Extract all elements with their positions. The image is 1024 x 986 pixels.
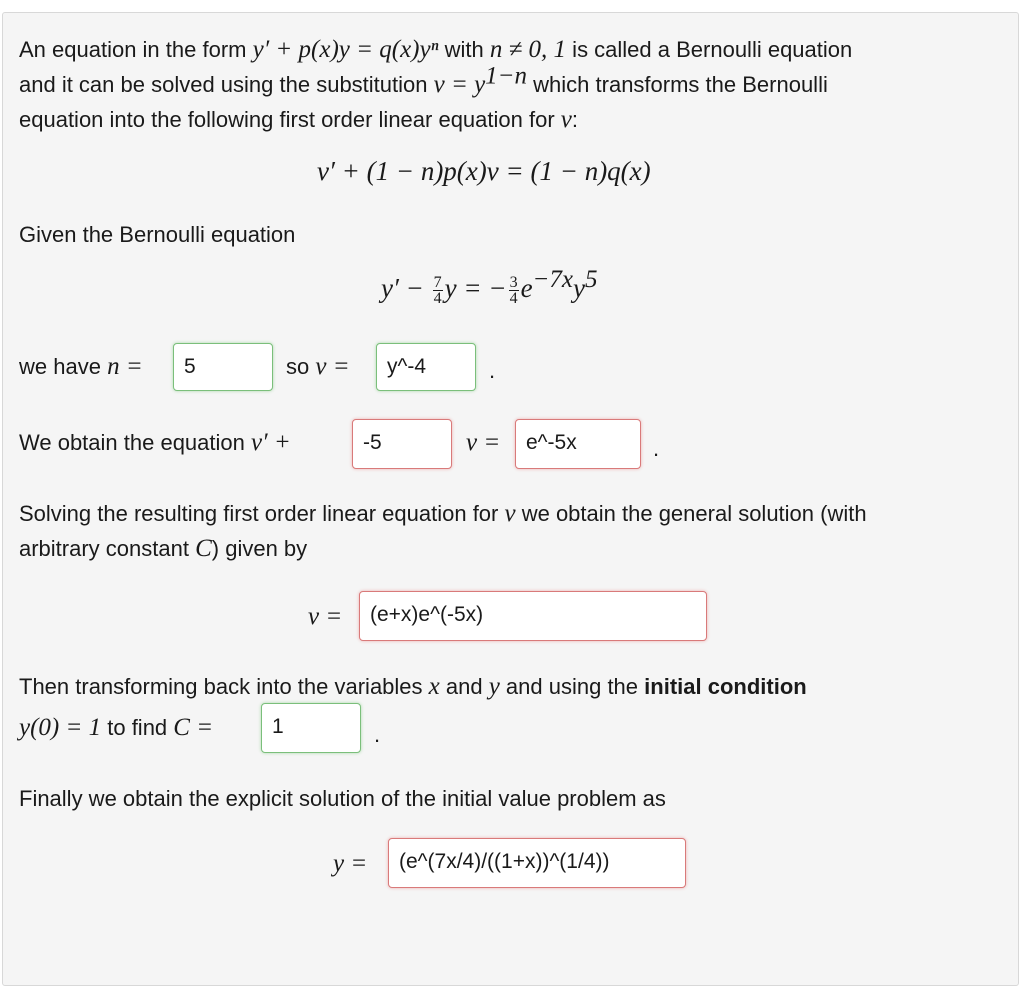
intro-line-3 xyxy=(19,102,578,137)
c-var: C = xyxy=(173,714,214,741)
final-text: Finally we obtain the explicit solution of the initial value problem as xyxy=(19,786,666,811)
solve-text: arbitrary constant xyxy=(19,536,196,561)
initial-condition-math: y(0) = 1 xyxy=(19,714,102,741)
period: . xyxy=(489,358,496,383)
fraction-7-4 xyxy=(433,275,443,306)
v-substitution-label xyxy=(286,349,350,384)
period: . xyxy=(374,722,381,747)
transform-line-1 xyxy=(19,669,807,704)
intro-text: which transforms the Bernoulli xyxy=(527,72,828,97)
given-bernoulli-equation xyxy=(381,266,598,308)
y-variable: y xyxy=(573,273,585,303)
v-equals-label xyxy=(466,425,500,460)
general-linear-equation xyxy=(317,156,651,187)
n-label xyxy=(19,349,143,384)
exp-base: e xyxy=(520,273,533,303)
initial-condition-bold: initial condition xyxy=(644,674,807,699)
solve-line-2 xyxy=(19,531,307,566)
solve-text: Solving the resulting first order linear equation for xyxy=(19,501,505,526)
general-linear-equation-text: v′ + (1 − n)p(x)v = (1 − n)q(x) xyxy=(317,156,651,186)
y-exponent: 5 xyxy=(585,266,598,293)
transform-text: and using the xyxy=(499,674,645,699)
y-var: y xyxy=(488,673,500,700)
intro-text: with xyxy=(438,37,490,62)
fraction-denominator: 4 xyxy=(433,290,442,308)
v-var: v = xyxy=(308,603,343,630)
y-solution-label xyxy=(333,846,367,881)
intro-text: equation into the following first order linear equation for xyxy=(19,107,561,132)
transform-text: and xyxy=(439,674,489,699)
substitution-exponent: 1−n xyxy=(485,62,528,90)
solve-text: we obtain the general solution (with xyxy=(515,501,867,526)
n-var: n = xyxy=(107,353,143,380)
intro-text: : xyxy=(571,107,579,132)
n-label-text: we have xyxy=(19,354,108,379)
bernoulli-form-math: y′ + p(x)y = q(x)yⁿ xyxy=(252,36,439,63)
x-var: x xyxy=(428,673,440,700)
question-panel xyxy=(2,12,1019,986)
fraction-numerator: 3 xyxy=(509,274,518,292)
transform-text: Then transforming back into the variables xyxy=(19,674,429,699)
linear-eq-text: We obtain the equation xyxy=(19,430,251,455)
so-text: so xyxy=(286,354,316,379)
intro-line-1 xyxy=(19,32,852,67)
fraction-numerator: 7 xyxy=(433,274,442,292)
v-general-solution-input[interactable]: (e+x)e^(-5x) xyxy=(359,591,707,641)
intro-text: An equation in the form xyxy=(19,37,253,62)
coefficient-input[interactable]: -5 xyxy=(352,419,452,469)
substitution-math: v = y xyxy=(433,71,486,98)
solve-text: ) given by xyxy=(211,536,308,561)
v-var: v = xyxy=(466,429,501,456)
exp-exponent: −7x xyxy=(532,266,574,293)
v-prime-var: v′ + xyxy=(251,429,291,456)
v-solution-label xyxy=(308,599,342,634)
solve-line-1 xyxy=(19,496,867,531)
intro-text: is called a Bernoulli equation xyxy=(566,37,853,62)
linear-rhs-input[interactable]: e^-5x xyxy=(515,419,641,469)
n-input[interactable]: 5 xyxy=(173,343,273,391)
given-label: Given the Bernoulli equation xyxy=(19,222,296,247)
period: . xyxy=(653,436,660,461)
v-substitution-input[interactable]: y^-4 xyxy=(376,343,476,391)
y-explicit-solution-input[interactable]: (e^(7x/4)/((1+x))^(1/4)) xyxy=(388,838,686,888)
y-var: y = xyxy=(333,850,368,877)
v-var: v = xyxy=(315,353,350,380)
intro-line-2 xyxy=(19,62,828,102)
n-condition-math: n ≠ 0, 1 xyxy=(489,36,567,63)
fraction-denominator: 4 xyxy=(509,290,518,308)
linear-eq-label xyxy=(19,425,291,460)
given-eq-middle: y = − xyxy=(444,273,507,303)
c-input[interactable]: 1 xyxy=(261,703,361,753)
v-variable: v xyxy=(560,106,572,133)
fraction-3-4 xyxy=(509,275,519,306)
given-eq-lhs: y′ − xyxy=(381,273,431,303)
transform-text: to find xyxy=(101,715,174,740)
v-var: v xyxy=(504,500,516,527)
c-var: C xyxy=(195,535,212,562)
intro-text: and it can be solved using the substitution xyxy=(19,72,434,97)
transform-line-2 xyxy=(19,710,213,745)
